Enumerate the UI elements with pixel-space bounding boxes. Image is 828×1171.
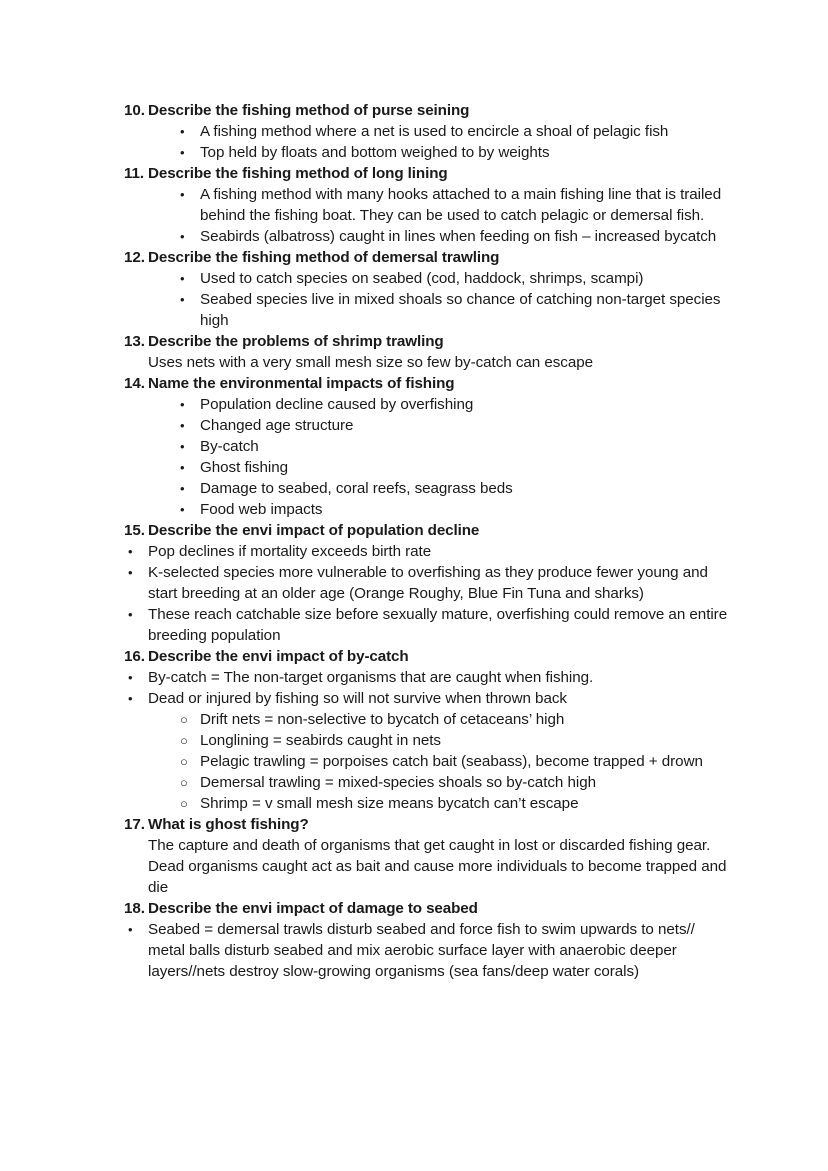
bullet-text: Pop declines if mortality exceeds birth rate [148, 543, 432, 560]
disc-bullet-icon: • [180, 418, 185, 433]
question-heading [124, 898, 728, 919]
bullet-text: Demersal trawling = mixed-species shoals so by-catch high [200, 774, 596, 791]
disc-bullet-icon: • [180, 397, 185, 412]
bullet-point [128, 604, 728, 646]
question-text: Describe the fishing method of demersal trawling [148, 249, 500, 266]
question-heading [124, 814, 728, 835]
sub-bullet-point [180, 772, 728, 793]
disc-bullet-icon: • [180, 187, 185, 202]
question-text: Name the environmental impacts of fishing [148, 375, 455, 392]
disc-bullet-icon: • [128, 922, 133, 937]
hollow-circle-bullet-icon: ○ [180, 796, 188, 811]
question-heading [124, 646, 728, 667]
bullet-point [128, 562, 728, 604]
sub-bullet-point [180, 709, 728, 730]
sub-bullet-point [180, 793, 728, 814]
bullet-point [180, 121, 728, 142]
bullet-text: Seabed = demersal trawls disturb seabed and force fish to swim upwards to nets// metal balls disturb seabed and mix aerobic surface layer with anaerobic deeper layers//nets destroy slow-growing organisms (sea fans/deep water corals) [148, 921, 695, 980]
bullet-point [128, 667, 728, 688]
question-text: Describe the fishing method of long lining [148, 165, 448, 182]
disc-bullet-icon: • [180, 439, 185, 454]
hollow-circle-bullet-icon: ○ [180, 775, 188, 790]
question-number: 17. [124, 816, 145, 833]
question-heading [124, 100, 728, 121]
bullet-point [180, 415, 728, 436]
question-text: Describe the envi impact of damage to seabed [148, 900, 478, 917]
bullet-point [180, 499, 728, 520]
disc-bullet-icon: • [128, 544, 133, 559]
bullet-text: These reach catchable size before sexually mature, overfishing could remove an entire breeding population [148, 606, 728, 644]
disc-bullet-icon: • [180, 229, 185, 244]
question-number: 13. [124, 333, 145, 350]
answer-paragraph: Uses nets with a very small mesh size so few by-catch can escape [148, 354, 594, 371]
hollow-circle-bullet-icon: ○ [180, 733, 188, 748]
disc-bullet-icon: • [128, 565, 133, 580]
bullet-text: By-catch [200, 438, 259, 455]
question-number: 15. [124, 522, 145, 539]
question-heading [124, 163, 728, 184]
question-text: What is ghost fishing? [148, 816, 309, 833]
question-number: 10. [124, 102, 145, 119]
bullet-text: Dead or injured by fishing so will not survive when thrown back [148, 690, 567, 707]
question-number: 11. [124, 165, 144, 182]
bullet-text: Ghost fishing [200, 459, 288, 476]
bullet-text: Changed age structure [200, 417, 354, 434]
disc-bullet-icon: • [128, 670, 133, 685]
bullet-text: Seabirds (albatross) caught in lines when feeding on fish – increased bycatch [200, 228, 717, 245]
bullet-point [180, 289, 728, 331]
bullet-text: Damage to seabed, coral reefs, seagrass beds [200, 480, 513, 497]
question-number: 12. [124, 249, 145, 266]
hollow-circle-bullet-icon: ○ [180, 754, 188, 769]
bullet-point [128, 541, 728, 562]
disc-bullet-icon: • [180, 460, 185, 475]
bullet-point [128, 688, 728, 709]
bullet-text: Used to catch species on seabed (cod, haddock, shrimps, scampi) [200, 270, 644, 287]
question-text: Describe the fishing method of purse seining [148, 102, 470, 119]
question-text: Describe the envi impact of population decline [148, 522, 480, 539]
question-heading [124, 520, 728, 541]
bullet-point [180, 436, 728, 457]
bullet-text: Top held by floats and bottom weighed to by weights [200, 144, 550, 161]
bullet-point [180, 394, 728, 415]
bullet-point [180, 184, 728, 226]
question-text: Describe the problems of shrimp trawling [148, 333, 444, 350]
disc-bullet-icon: • [180, 145, 185, 160]
bullet-point [180, 142, 728, 163]
disc-bullet-icon: • [180, 502, 185, 517]
question-heading [124, 331, 728, 352]
bullet-point [180, 268, 728, 289]
bullet-text: A fishing method where a net is used to encircle a shoal of pelagic fish [200, 123, 669, 140]
disc-bullet-icon: • [180, 271, 185, 286]
bullet-text: Drift nets = non-selective to bycatch of cetaceans’ high [200, 711, 565, 728]
bullet-text: Shrimp = v small mesh size means bycatch can’t escape [200, 795, 579, 812]
disc-bullet-icon: • [128, 607, 133, 622]
answer-paragraph: The capture and death of organisms that get caught in lost or discarded fishing gear. Dead organisms caught act as bait and cause more individuals to become trapped and die [148, 837, 727, 896]
revision-notes-body [124, 100, 728, 982]
disc-bullet-icon: • [180, 292, 185, 307]
bullet-text: A fishing method with many hooks attached to a main fishing line that is trailed behind the fishing boat. They can be used to catch pelagic or demersal fish. [200, 186, 722, 224]
bullet-text: Longlining = seabirds caught in nets [200, 732, 441, 749]
question-heading [124, 373, 728, 394]
question-text: Describe the envi impact of by-catch [148, 648, 409, 665]
bullet-text: By-catch = The non-target organisms that are caught when fishing. [148, 669, 594, 686]
question-number: 18. [124, 900, 145, 917]
question-number: 16. [124, 648, 145, 665]
bullet-text: K-selected species more vulnerable to overfishing as they produce fewer young and start breeding at an older age (Orange Roughy, Blue Fin Tuna and sharks) [148, 564, 708, 602]
question-number: 14. [124, 375, 145, 392]
disc-bullet-icon: • [180, 481, 185, 496]
bullet-point [180, 457, 728, 478]
bullet-text: Pelagic trawling = porpoises catch bait (seabass), become trapped + drown [200, 753, 703, 770]
hollow-circle-bullet-icon: ○ [180, 712, 188, 727]
bullet-text: Food web impacts [200, 501, 323, 518]
disc-bullet-icon: • [128, 691, 133, 706]
disc-bullet-icon: • [180, 124, 185, 139]
bullet-text: Seabed species live in mixed shoals so chance of catching non-target species high [200, 291, 721, 329]
bullet-point [128, 919, 728, 982]
bullet-point [180, 478, 728, 499]
sub-bullet-point [180, 730, 728, 751]
sub-bullet-point [180, 751, 728, 772]
bullet-text: Population decline caused by overfishing [200, 396, 474, 413]
bullet-point [180, 226, 728, 247]
question-heading [124, 247, 728, 268]
